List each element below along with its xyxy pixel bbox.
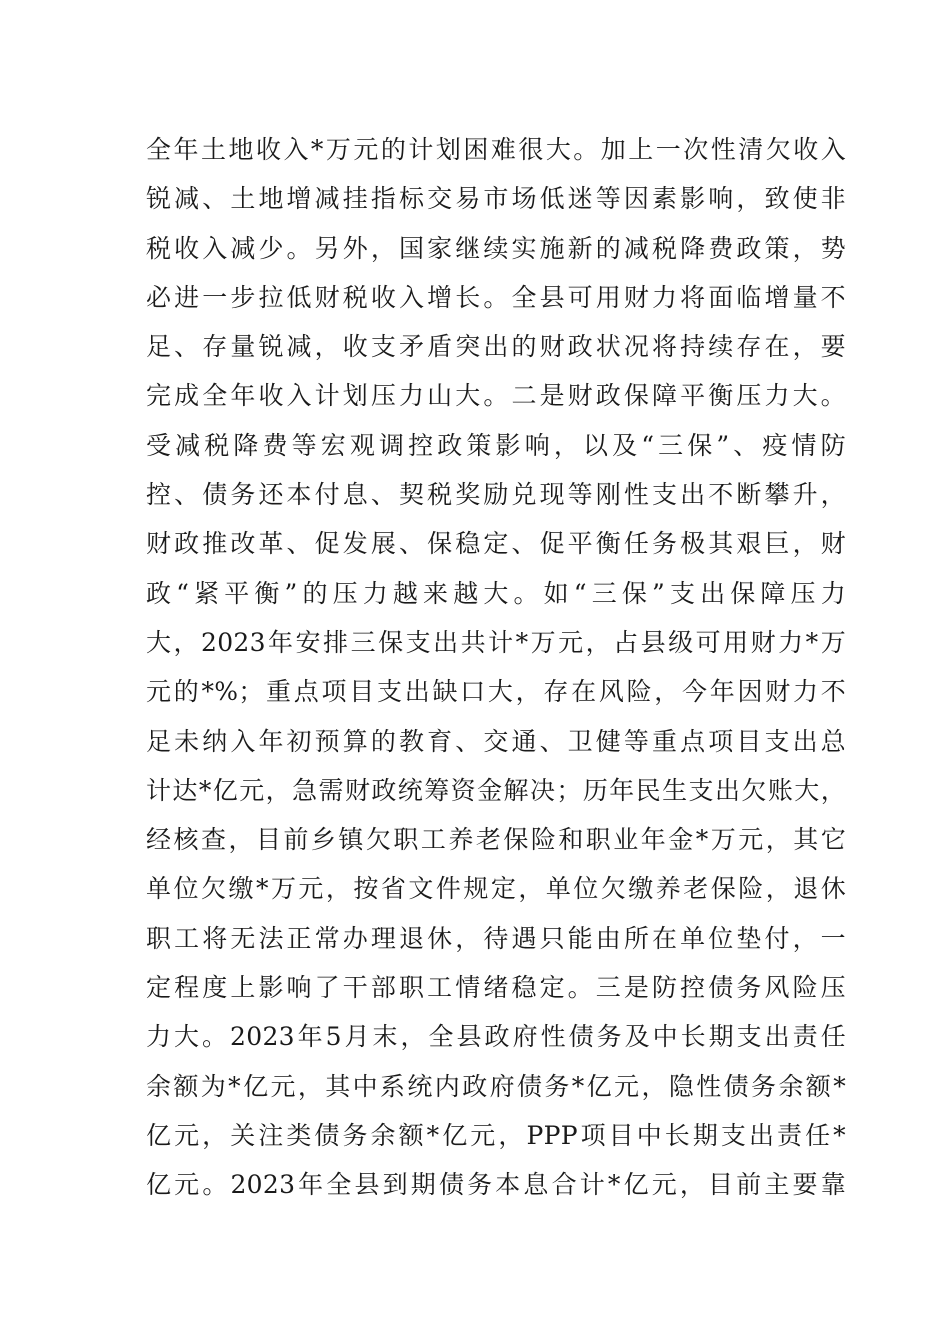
text-line: 财政推改革、促发展、保稳定、促平衡任务极其艰巨，财: [146, 529, 846, 559]
text-line: 政“紧平衡”的压力越来越大。如“三保”支出保障压力: [146, 578, 846, 608]
text-line: 力大。2023年5月末，全县政府性债务及中长期支出责任: [146, 1022, 846, 1052]
text-line: 大，2023年安排三保支出共计*万元，占县级可用财力*万: [146, 627, 846, 657]
text-line: 税收入减少。另外，国家继续实施新的减税降费政策，势: [146, 233, 846, 263]
text-line: 余额为*亿元，其中系统内政府债务*亿元，隐性债务余额*: [146, 1071, 846, 1101]
text-line: 单位欠缴*万元，按省文件规定，单位欠缴养老保险，退休: [146, 874, 846, 904]
text-line: 定程度上影响了干部职工情绪稳定。三是防控债务风险压: [146, 973, 846, 1003]
text-line: 经核查，目前乡镇欠职工养老保险和职业年金*万元，其它: [146, 825, 846, 855]
text-line: 足未纳入年初预算的教育、交通、卫健等重点项目支出总: [146, 726, 846, 756]
text-line: 必进一步拉低财税收入增长。全县可用财力将面临增量不: [146, 282, 846, 312]
body-text: [146, 125, 846, 1210]
text-line: 足、存量锐减，收支矛盾突出的财政状况将持续存在，要: [146, 332, 846, 362]
text-line: 计达*亿元，急需财政统筹资金解决；历年民生支出欠账大，: [146, 775, 846, 805]
text-line: 元的*%；重点项目支出缺口大，存在风险，今年因财力不: [146, 677, 846, 707]
text-line: 职工将无法正常办理退休，待遇只能由所在单位垫付，一: [146, 923, 846, 953]
text-line: 受减税降费等宏观调控政策影响，以及“三保”、疫情防: [146, 430, 846, 460]
text-line: 完成全年收入计划压力山大。二是财政保障平衡压力大。: [146, 381, 846, 411]
text-line: 全年土地收入*万元的计划困难很大。加上一次性清欠收入: [146, 135, 846, 164]
text-line: 控、债务还本付息、契税奖励兑现等刚性支出不断攀升，: [146, 480, 846, 510]
text-line: 亿元。2023年全县到期债务本息合计*亿元，目前主要靠: [146, 1170, 846, 1200]
text-line: 亿元，关注类债务余额*亿元，PPP项目中长期支出责任*: [146, 1120, 846, 1150]
text-line: 锐减、土地增减挂指标交易市场低迷等因素影响，致使非: [146, 184, 846, 214]
